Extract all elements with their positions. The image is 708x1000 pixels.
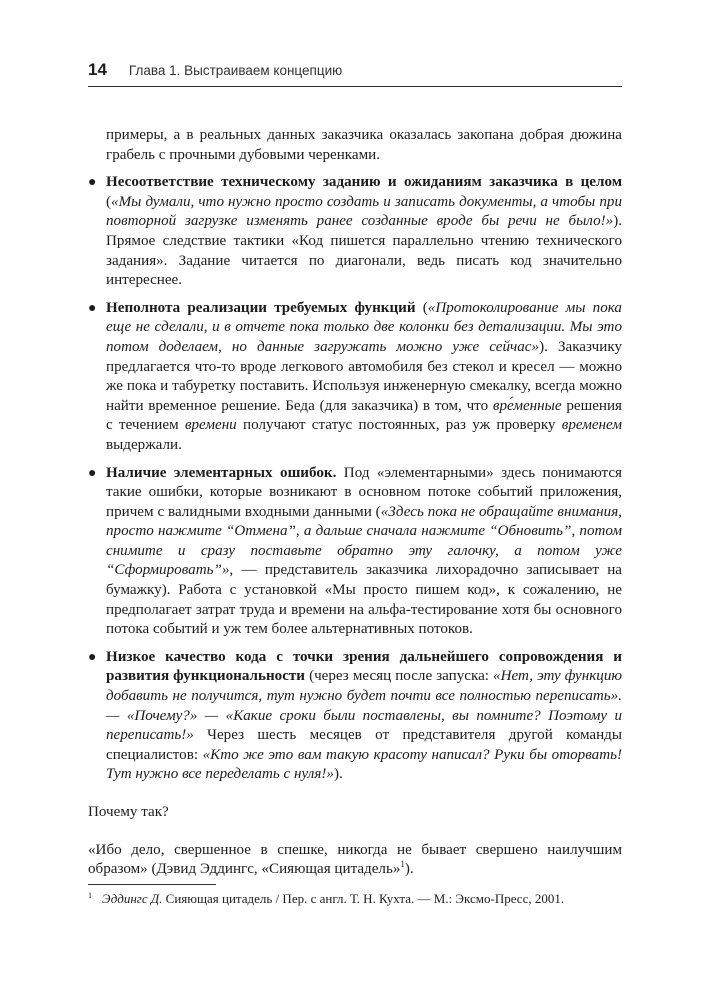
item-text: , — представитель заказчика лихорадочно записывает на бумажку). Работа с установкой «Мы просто пишем код», к сожалению, не предполагает затрат труда и времени на альфа-тестирование хотя бы основного потока событий и уж тем более альтернативных потоков. <box>106 562 622 638</box>
item-text: выдержали. <box>106 436 182 453</box>
item-quote: «Протоколирование мы пока еще не сделали, и в отчете пока только две колонки без детализации. Мы это потом доделаем, но данные загружать можно уже сейчас» <box>106 299 622 355</box>
epigraph-text: «Ибо дело, свершенное в спешке, никогда не бывает свершено наилучшим образом» (Дэвид Эддингс, «Сияющая цитадель» <box>88 841 622 878</box>
item-text: (через месяц после запуска: <box>305 668 494 685</box>
item-text: ). <box>333 766 343 783</box>
bullet-icon: ● <box>88 175 97 191</box>
emphasis: вре́менные <box>492 397 562 414</box>
list-item <box>88 173 622 291</box>
epigraph-paragraph <box>88 841 622 880</box>
item-title: Неполнота реализации требуемых функций <box>106 299 416 316</box>
item-text: ( <box>415 299 428 316</box>
footnote <box>88 890 622 907</box>
bullet-icon: ● <box>88 300 97 316</box>
item-text: ). Прямое следствие тактики «Код пишется параллельно чтению технического задания». Задание читается по диагонали, ведь писать код значительно интереснее. <box>106 213 622 289</box>
list-item <box>88 648 622 785</box>
emphasis: временем <box>561 417 622 434</box>
epigraph-end: ). <box>404 861 414 878</box>
footnote-reference[interactable]: 1 <box>400 859 405 870</box>
item-quote: «Кто же это вам такую красоту написал? Руки бы оторвать! Тут нужно все переделать с нуля!» <box>106 746 622 783</box>
paragraph-continuation: примеры, а в реальных данных заказчика оказалась закопана добрая дюжина грабель с прочными дубовыми черенками. <box>106 127 622 163</box>
item-text: ( <box>106 193 112 210</box>
item-title: Несоответствие техническому заданию и ожиданиям заказчика в целом <box>106 174 622 191</box>
list-item <box>88 299 622 456</box>
bullet-icon: ● <box>88 649 97 665</box>
footnote-divider <box>88 884 216 885</box>
bullet-list <box>88 173 622 785</box>
item-text: получают статус постоянных, раз уж проверку <box>236 417 562 434</box>
item-quote: «Мы думали, что нужно просто создать и записать документы, а чтобы при повторной загрузке изменять ранее созданные вроде бы речи не было!» <box>106 193 622 230</box>
footnote-marker: 1 <box>88 890 92 900</box>
item-title: Низкое качество кода с точки зрения дальнейшего сопровождения и развития функциональности <box>106 648 622 685</box>
item-text: Через шесть месяцев от представителя другой команды специалистов: <box>106 727 622 763</box>
page-body <box>88 126 622 880</box>
footnote-author: Эддингс Д. <box>102 891 163 906</box>
list-item <box>88 464 622 640</box>
footnote-text: Сияющая цитадель / Пер. с англ. Т. Н. Кухта. — М.: Эксмо-Пресс, 2001. <box>162 891 565 906</box>
item-text: решения с течением <box>106 397 622 434</box>
item-quote: «Нет, эту функцию добавить не получится, тут нужно будет почти все полностью переписать». — «Почему?» — «Какие сроки были поставлены, вы помните? Поэтому и переписать!» <box>106 668 623 744</box>
item-text: ). Заказчику предлагается что-то вроде легкового автомобиля без стекол и кресел — можно же пока и табуретку поставить. Используя инженерную смекалку, всегда можно найти временное решение. Беда (для заказчика) в том, что <box>106 338 622 414</box>
item-quote: «Здесь пока не обращайте внимания, просто нажмите “Отмена”, а дальше сначала нажмите “Обновить”, потом снимите и сразу поставьте обратно эту галочку, а потом уже “Сформировать”» <box>106 503 622 579</box>
chapter-title: Глава 1. Выстраиваем концепцию <box>128 63 343 78</box>
question-paragraph: Почему так? <box>88 804 169 820</box>
item-title: Наличие элементарных ошибок. <box>106 464 337 481</box>
running-header <box>88 60 622 87</box>
page-number: 14 <box>88 60 107 79</box>
item-text: Под «элементарными» здесь понимаются такие ошибки, которые возникают в основном потоке событий приложения, причем с валидными входными данными ( <box>106 464 622 520</box>
bullet-icon: ● <box>88 465 97 481</box>
emphasis: времени <box>184 417 237 434</box>
